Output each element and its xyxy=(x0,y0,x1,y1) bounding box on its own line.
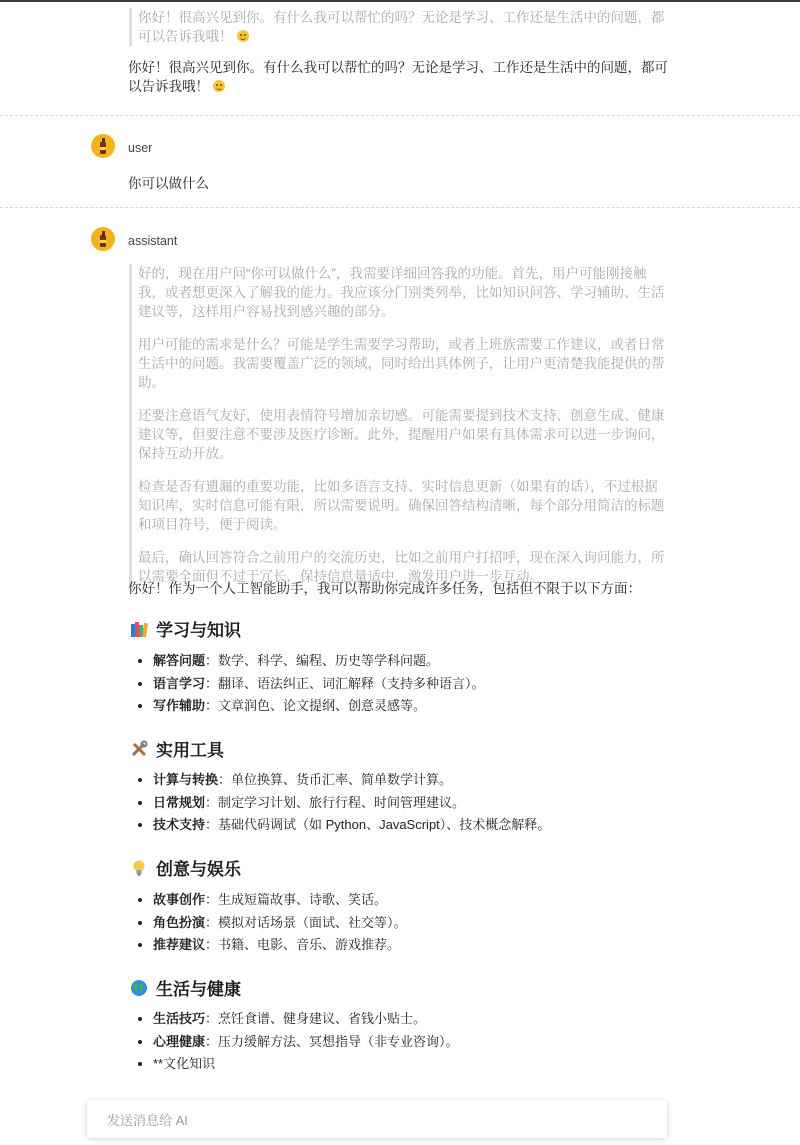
message-input[interactable] xyxy=(105,1100,649,1140)
previous-reply-text: 你好！很高兴见到你。有什么我可以帮忙的吗？无论是学习、工作还是生活中的问题，都可以告诉我哦！ xyxy=(128,60,668,94)
previous-thinking-text: 你好！很高兴见到你。有什么我可以帮忙的吗？无论是学习、工作还是生活中的问题，都可以告诉我哦！ xyxy=(138,10,665,44)
list-item: • 推荐建议：书籍、电影、音乐、游戏推荐。 xyxy=(153,934,407,957)
smiling-face-icon xyxy=(213,80,225,92)
list-item: • 写作辅助：文章润色、论文提纲、创意灵感等。 xyxy=(153,695,485,718)
list-item: • 角色扮演：模拟对话场景（面试、社交等）。 xyxy=(153,912,407,935)
globe-icon xyxy=(130,979,148,997)
section-title-text: 学习与知识 xyxy=(156,621,241,640)
message-input-container xyxy=(87,1100,667,1138)
list-item: • 生活技巧：烹饪食谱、健身建议、省钱小贴士。 xyxy=(153,1008,459,1031)
section-heading xyxy=(130,975,241,1000)
section-heading xyxy=(130,616,241,641)
thinking-paragraph: 用户可能的需求是什么？可能是学生需要学习帮助，或者上班族需要工作建议，或者日常生活中的问题。我需要覆盖广泛的领域，同时给出具体例子，让用户更清楚我能提供的帮助。 xyxy=(138,337,665,390)
previous-reply xyxy=(128,58,668,96)
message-divider xyxy=(0,207,800,208)
list-item: • 心理健康：压力缓解方法、冥想指导（非专业咨询）。 xyxy=(153,1031,459,1054)
section-list xyxy=(135,889,407,957)
list-item: • 故事创作：生成短篇故事、诗歌、笑话。 xyxy=(153,889,407,912)
section-heading xyxy=(130,855,241,880)
user-avatar xyxy=(91,134,115,158)
section-title-text: 生活与健康 xyxy=(156,980,241,999)
list-item: • 语言学习：翻译、语法纠正、词汇解释（支持多种语言）。 xyxy=(153,673,485,696)
bottle-icon xyxy=(100,231,106,247)
thinking-quote xyxy=(129,264,666,586)
assistant-avatar xyxy=(91,227,115,251)
bottle-icon xyxy=(100,138,106,154)
smiling-face-icon xyxy=(237,30,249,42)
section-list xyxy=(135,1008,459,1076)
assistant-intro: 你好！作为一个人工智能助手，我可以帮助你完成许多任务，包括但不限于以下方面： xyxy=(128,581,641,596)
tools-icon xyxy=(130,740,148,758)
thinking-paragraph: 好的，现在用户问“你可以做什么”，我需要详细回答我的功能。首先，用户可能刚接触我，或者想更深入了解我的能力。我应该分门别类列举，比如知识问答、学习辅助、生活建议等，这样用户容易找到感兴趣的部分。 xyxy=(138,266,665,319)
light-bulb-icon xyxy=(130,859,148,877)
previous-thinking-quote xyxy=(129,8,668,46)
list-item: • 解答问题：数学、科学、编程、历史等学科问题。 xyxy=(153,650,485,673)
thinking-paragraph: 检查是否有遗漏的重要功能，比如多语言支持、实时信息更新（如果有的话），不过根据知识库，实时信息可能有限，所以需要说明。确保回答结构清晰，每个部分用简洁的标题和项目符号，便于阅读。 xyxy=(138,479,665,532)
list-item: • 日常规划：制定学习计划、旅行行程、时间管理建议。 xyxy=(153,792,550,815)
message-divider xyxy=(0,115,800,116)
list-item: • **文化知识 xyxy=(153,1053,459,1076)
thinking-paragraph: 最后，确认回答符合之前用户的交流历史，比如之前用户打招呼，现在深入询问能力，所以需要全面但不过于冗长，保持信息量适中，激发用户进一步互动。 xyxy=(138,550,665,584)
thinking-paragraph: 还要注意语气友好，使用表情符号增加亲切感。可能需要提到技术支持、创意生成、健康建议等，但要注意不要涉及医疗诊断。此外，提醒用户如果有具体需求可以进一步询问，保持互动开放。 xyxy=(138,408,665,461)
books-icon xyxy=(130,620,148,638)
section-title-text: 实用工具 xyxy=(156,741,224,760)
section-heading xyxy=(130,736,224,761)
list-item: • 技术支持：基础代码调试（如 Python、JavaScript）、技术概念解释。 xyxy=(153,814,550,837)
list-item: • 计算与转换：单位换算、货币汇率、简单数学计算。 xyxy=(153,769,550,792)
section-list xyxy=(135,650,485,718)
user-role-label: user xyxy=(128,141,153,155)
user-message-text: 你可以做什么 xyxy=(128,176,209,191)
assistant-role-label: assistant xyxy=(128,234,178,248)
section-title-text: 创意与娱乐 xyxy=(156,860,241,879)
section-list xyxy=(135,769,550,837)
